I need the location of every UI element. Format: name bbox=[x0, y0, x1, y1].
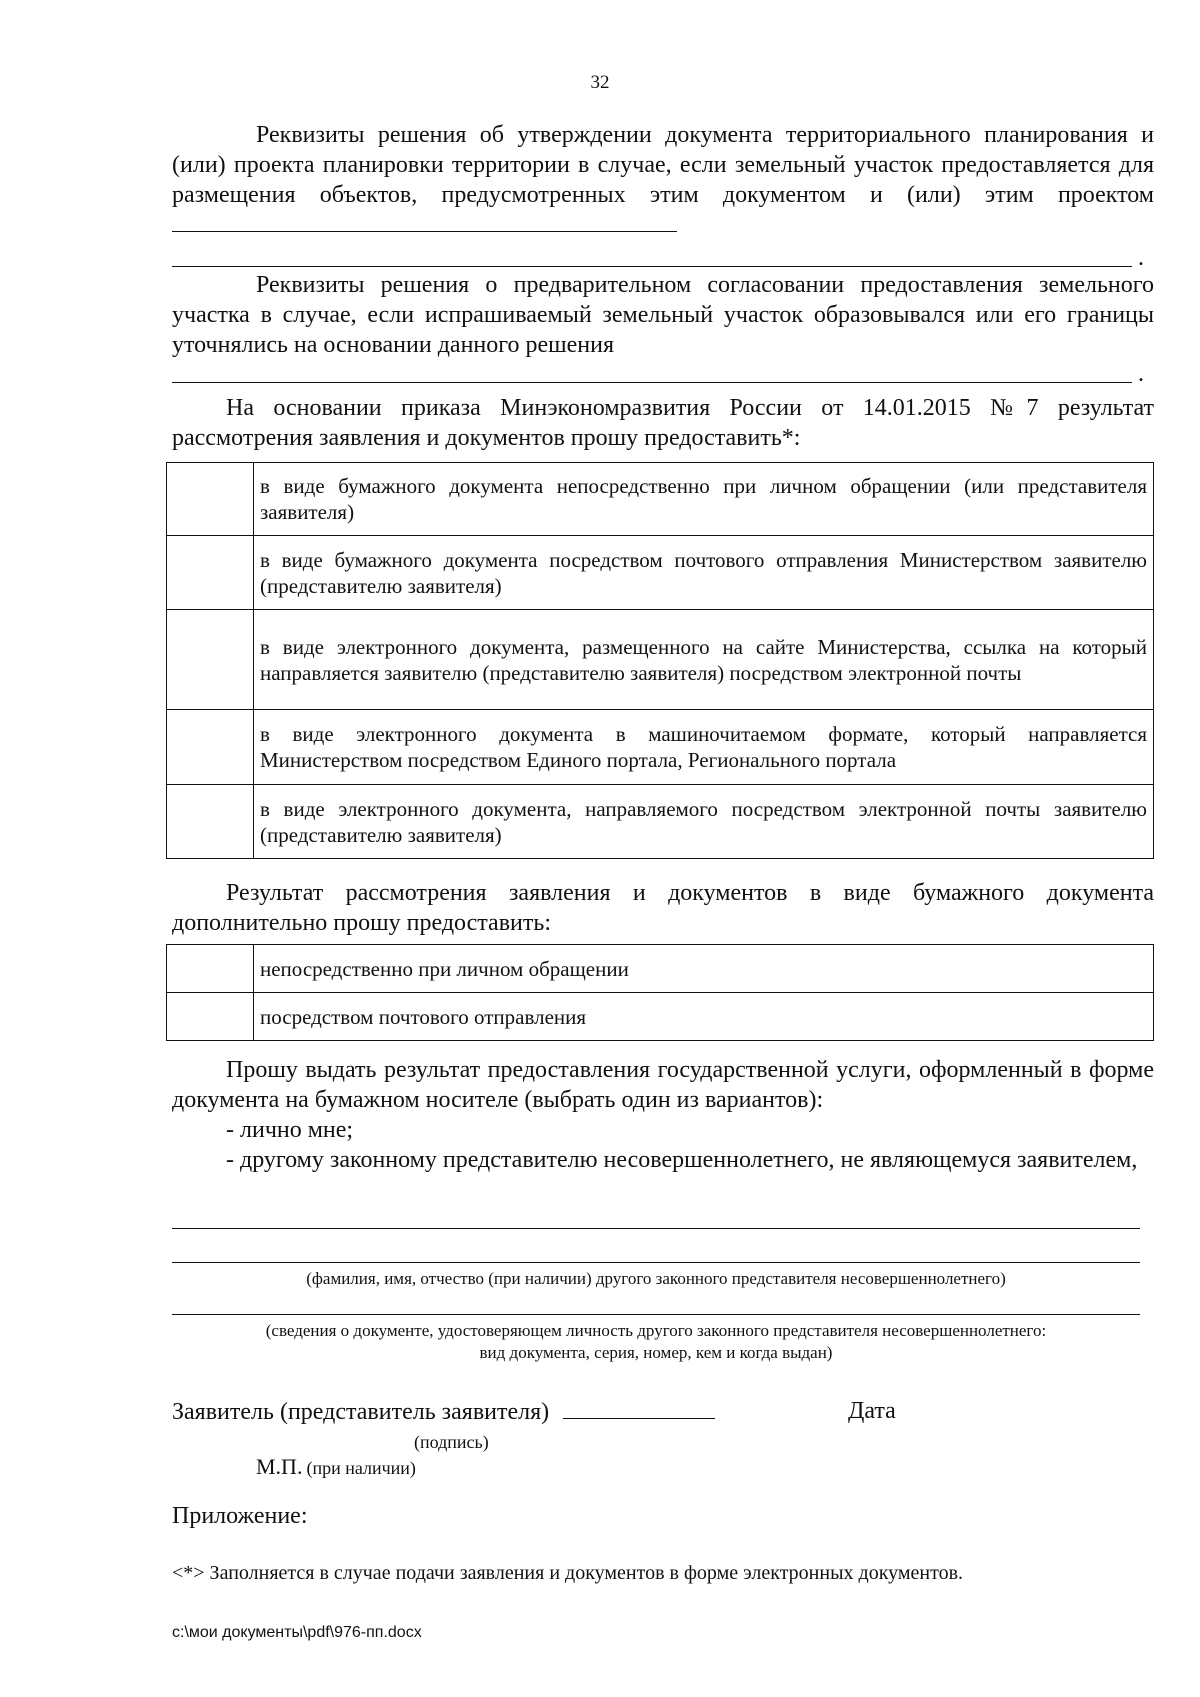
paper-delivery-options-table bbox=[166, 944, 1154, 1041]
paragraph-territorial-planning bbox=[172, 120, 1154, 240]
page-number: 32 bbox=[590, 72, 610, 93]
applicant-label: Заявитель (представитель заявителя) bbox=[172, 1399, 550, 1425]
applicant-signature-row bbox=[172, 1398, 715, 1426]
footnote: <*> Заполняется в случае подачи заявления и документов в форме электронных документов. bbox=[172, 1562, 964, 1584]
table-row bbox=[167, 463, 1154, 536]
mp-note: (при наличии) bbox=[306, 1458, 416, 1478]
table-row bbox=[167, 993, 1154, 1041]
option-label: непосредственно при личном обращении bbox=[254, 945, 1154, 993]
table-row bbox=[167, 536, 1154, 610]
fill-in-line[interactable] bbox=[172, 1228, 1140, 1229]
paragraph-preliminary-approval: Реквизиты решения о предварительном согласовании предоставления земельного участка в случае, если испрашиваемый земельный участок образовывался или его границы уточнялись на основании данного решения bbox=[172, 272, 1154, 358]
option-checkbox[interactable] bbox=[167, 785, 254, 859]
option-checkbox[interactable] bbox=[167, 536, 254, 610]
fill-in-line[interactable]: . bbox=[172, 360, 1132, 383]
file-path: c:\мои документы\pdf\976-пп.docx bbox=[172, 1624, 422, 1641]
table-row bbox=[167, 785, 1154, 859]
option-label: посредством почтового отправления bbox=[254, 993, 1154, 1041]
seal-place bbox=[256, 1454, 416, 1480]
signature-line[interactable] bbox=[563, 1398, 715, 1419]
option-label: в виде электронного документа, размещенного на сайте Министерства, ссылка на который направляется заявителю (представителю заявителя) посредством электронной почты bbox=[254, 610, 1154, 710]
option-checkbox[interactable] bbox=[167, 945, 254, 993]
option-label: в виде электронного документа, направляемого посредством электронной почты заявителю (представителю заявителя) bbox=[254, 785, 1154, 859]
result-delivery-options-table bbox=[166, 462, 1154, 859]
representative-document-caption: (сведения о документе, удостоверяющем личность другого законного представителя несовершеннолетнего: вид документа, серия, номер, кем и когда выдан) bbox=[265, 1321, 1047, 1362]
table-row bbox=[167, 610, 1154, 710]
option-label: в виде электронного документа в машиночитаемом формате, который направляется Министерством посредством Единого портала, Регионального портала bbox=[254, 710, 1154, 785]
option-checkbox[interactable] bbox=[167, 993, 254, 1041]
option-label: в виде бумажного документа непосредственно при личном обращении (или представителя заявителя) bbox=[254, 463, 1154, 536]
table-row bbox=[167, 710, 1154, 785]
representative-name-caption: (фамилия, имя, отчество (при наличии) другого законного представителя несовершеннолетнего) bbox=[306, 1269, 1006, 1288]
date-label: Дата bbox=[848, 1398, 896, 1424]
option-checkbox[interactable] bbox=[167, 610, 254, 710]
paragraph-issue-request: Прошу выдать результат предоставления государственной услуги, оформленный в форме документа на бумажном носителе (выбрать один из вариантов): bbox=[172, 1057, 1154, 1113]
representative-name-line[interactable] bbox=[172, 1262, 1140, 1263]
representative-document-line[interactable] bbox=[172, 1314, 1140, 1315]
option-checkbox[interactable] bbox=[167, 710, 254, 785]
table-row bbox=[167, 945, 1154, 993]
option-other-representative: - другому законному представителю несовершеннолетнего, не являющемуся заявителем, bbox=[226, 1147, 1138, 1173]
option-personally: - лично мне; bbox=[226, 1117, 354, 1143]
fill-in-line[interactable] bbox=[172, 211, 677, 232]
fill-in-line[interactable]: . bbox=[172, 244, 1132, 267]
option-checkbox[interactable] bbox=[167, 463, 254, 536]
signature-caption: (подпись) bbox=[414, 1432, 489, 1452]
option-label: в виде бумажного документа посредством почтового отправления Министерством заявителю (представителю заявителя) bbox=[254, 536, 1154, 610]
appendix-label: Приложение: bbox=[172, 1503, 308, 1529]
paragraph-paper-result: Результат рассмотрения заявления и документов в виде бумажного документа дополнительно прошу предоставить: bbox=[172, 880, 1154, 936]
paragraph-order-basis: На основании приказа Минэкономразвития России от 14.01.2015 №7 результат рассмотрения заявления и документов прошу предоставить*: bbox=[172, 395, 1154, 451]
paragraph-text: Реквизиты решения об утверждении документа территориального планирования и (или) проекта планировки территории в случае, если земельный участок предоставляется для размещения объектов, предусмотренных этим документом и (или) этим проектом bbox=[172, 122, 1154, 208]
mp-label: М.П. bbox=[256, 1454, 303, 1479]
